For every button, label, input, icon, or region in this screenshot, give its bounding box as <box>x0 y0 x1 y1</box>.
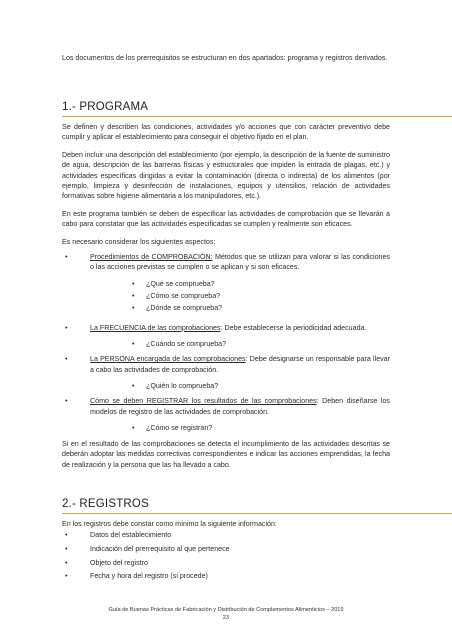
bullet-icon: • <box>132 340 135 349</box>
bullet-icon: • <box>132 291 135 300</box>
item-label: La FRECUENCIA de las comprobaciones <box>90 323 221 332</box>
sub-list-item: • ¿Cuándo se comprueba? <box>132 340 227 349</box>
bullet-icon: • <box>65 323 68 332</box>
sub-list-item: • ¿Dónde se comprueba? <box>132 303 223 312</box>
section-programa-body <box>62 122 390 470</box>
sub-list-item: • ¿Cómo se registran? <box>132 423 213 432</box>
bullet-icon: • <box>65 572 68 581</box>
bullet-icon: • <box>65 545 68 553</box>
item-text: : Deben diseñarse los modelos de registro de las actividades de comprobación. <box>90 397 390 416</box>
item-text: Métodos que se utilizan para valorar si las condiciones o las acciones previstas se cumplen o se aplican y si son eficaces. <box>90 253 390 272</box>
sub-list-item: • ¿Quién lo comprueba? <box>132 382 219 391</box>
sub-list-item: • ¿Qué se comprueba? <box>132 279 215 288</box>
aspects-list <box>62 252 390 434</box>
page-footer <box>0 606 452 622</box>
registros-paragraph-1: En los registros debe constar como mínimo la siguiente información: <box>62 520 277 528</box>
bullet-icon: • <box>132 303 135 312</box>
item-text: : Debe designarse un responsable para llevar a cabo las actividades de comprobación. <box>90 355 390 374</box>
sub-list-item: • ¿Cómo se comprueba? <box>132 291 221 300</box>
list-item <box>62 396 390 434</box>
bullet-icon: • <box>65 397 68 406</box>
list-item <box>62 252 390 314</box>
programa-paragraph-3: En este programa también se deben de especificar las actividades de comprobación que se llevarán a cabo para constatar que las actividades especificadas se cumplen y realmente son eficaces. <box>62 209 390 229</box>
bullet-icon: • <box>132 279 135 288</box>
list-item <box>62 323 390 350</box>
bullet-icon: • <box>132 423 135 432</box>
section-title-programa: 1.- PROGRAMA <box>62 100 452 117</box>
list-item <box>62 354 390 392</box>
page-number: 23 <box>222 615 230 621</box>
bullet-icon: • <box>65 253 68 262</box>
list-item: • Indicación del prerrequisito al que pertenece <box>62 543 390 557</box>
registros-list <box>62 529 390 583</box>
section-title-registros: 2.- REGISTROS <box>62 497 452 514</box>
item-label: Cómo se deben REGISTRAR los resultados de las comprobaciones <box>90 397 317 406</box>
list-item: • Objeto del registro <box>62 557 390 571</box>
item-text: : Debe establecerse la periodicidad adecuada. <box>220 323 367 332</box>
list-item: • Fecha y hora del registro (si procede) <box>62 570 390 584</box>
bullet-icon: • <box>65 355 68 364</box>
bullet-icon: • <box>132 382 135 391</box>
list-item: • Datos del establecimiento <box>62 529 390 543</box>
intro-paragraph: Los documentos de los prerrequisitos se estructuran en dos apartados: programa y registros derivados. <box>62 54 388 62</box>
bullet-icon: • <box>65 558 68 567</box>
item-label: Procedimientos de COMPROBACIÓN: <box>90 253 213 262</box>
programa-paragraph-1: Se definen y describen las condiciones, actividades y/o acciones que con carácter preventivo debe cumplir y aplicar el establecimiento para conseguir el objetivo fijado en el plan. <box>62 123 390 142</box>
bullet-icon: • <box>65 531 68 540</box>
programa-paragraph-2: Deben incluir una descripción del establecimiento (por ejemplo, la descripción de la fuente de suministro de agua, descripción de las barreras físicas y estructurales que impiden la entrada de plagas, etc.) y actividades específicas dirigidas a evitar la contaminación (directa o indirecta) de los alimentos (por ejemplo, limpieza y desinfección de instalaciones, equipos y utensilios, relación de actividades formativas sobre higiene alimentaria a los manipuladores, etc.). <box>62 150 390 201</box>
programa-paragraph-5: Si en el resultado de las comprobaciones se detecta el incumplimiento de las actividades descritas se deberán adoptar las medidas correctivas correspondientes e indicar las acciones emprendidas, la fecha de realización y la persona que las ha llevado a cabo. <box>62 439 390 469</box>
programa-paragraph-4: Es necesario considerar los siguientes aspectos: <box>62 237 216 246</box>
item-label: La PERSONA encargada de las comprobaciones <box>90 355 246 364</box>
section-registros-body <box>62 519 390 584</box>
footer-text: Guía de Buenas Prácticas de Fabricación y Distribución de Complementos Alimenticios – 2019 <box>108 607 344 613</box>
